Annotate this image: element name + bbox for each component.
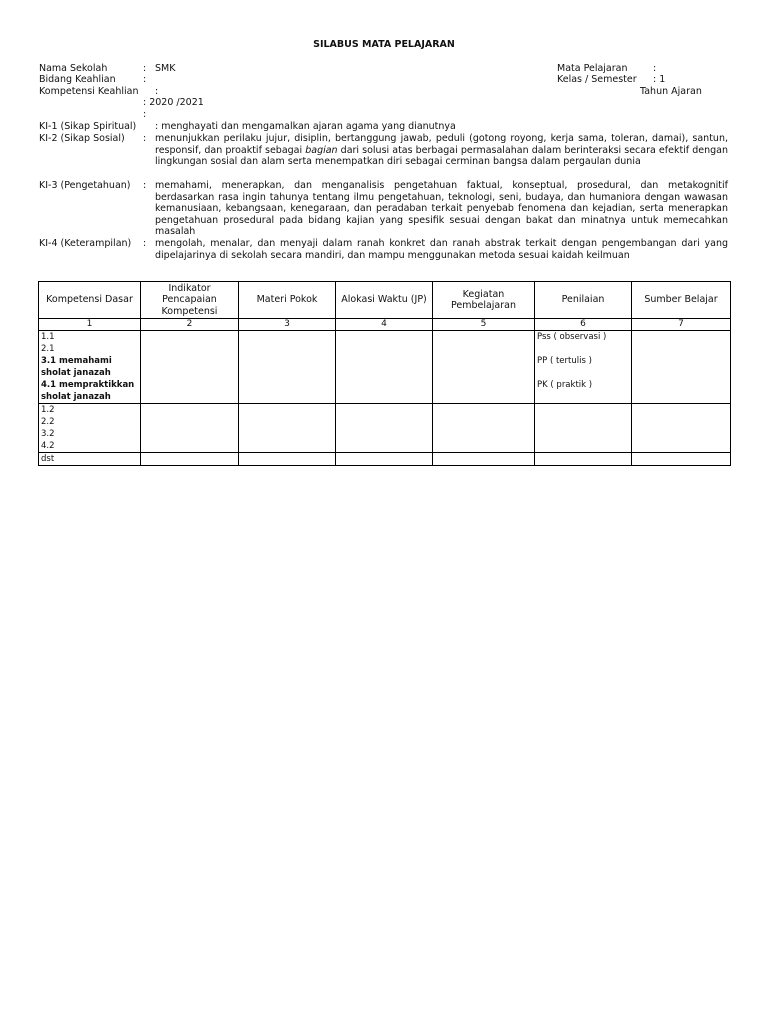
document-title: SILABUS MATA PELAJARAN [313, 39, 455, 50]
header-penilaian: Penilaian [535, 282, 632, 319]
kd-cell [39, 331, 141, 404]
kd-item: 1.2 [41, 405, 55, 415]
sumber-cell [632, 404, 731, 453]
alokasi-cell [336, 404, 433, 453]
penilaian-item: Pss ( observasi ) [537, 332, 607, 342]
alokasi-cell [336, 331, 433, 404]
column-number: 2 [141, 319, 239, 331]
ki4-text: mengolah, menalar, dan menyaji dalam ranah konkret dan ranah abstrak terkait dengan pengembangan dari yang dipelajarinya di sekolah secara mandiri, dan mampu menggunakan metoda sesuai kaidah keilmuan [155, 238, 728, 261]
ki2-text-italic: bagian [305, 144, 338, 156]
header-materi-pokok: Materi Pokok [239, 282, 336, 319]
bidang-keahlian-label: Bidang Keahlian [39, 74, 116, 85]
kd-item: sholat janazah [41, 392, 111, 402]
table-row [39, 404, 731, 453]
ki4-label: KI-4 (Keterampilan) [39, 238, 132, 249]
indikator-cell [141, 331, 239, 404]
syllabus-table [38, 281, 731, 466]
tahun-ajaran-value: : 2020 /2021 [143, 97, 204, 108]
ki2-text-a: menunjukkan perilaku jujur, disiplin, bertanggung jawab, peduli (gotong royong, kerja sama, toleran, damai), santun, responsif, dan proaktif sebagai [155, 133, 728, 156]
table-header-row [39, 282, 731, 319]
header-kegiatan: Kegiatan Pembelajaran [433, 282, 535, 319]
kd-item: sholat janazah [41, 368, 111, 378]
mata-pelajaran-label: Mata Pelajaran [557, 63, 628, 74]
header-alokasi-waktu: Alokasi Waktu (JP) [336, 282, 433, 319]
ki3-text: memahami, menerapkan, dan menganalisis pengetahuan faktual, konseptual, prosedural, dan metakognitif berdasarkan rasa ingin tahunya tentang ilmu pengetahuan, teknologi, seni, budaya, dan humaniora dengan wawasan kemanusiaan, kebangsaan, kenegaraan, dan peradaban terkait penyebab fenomena dan kejadian, serta menerapkan pengetahuan prosedural pada bidang kajian yang spesifik sesuai dengan bakat dan minatnya untuk memecahkan masalah [155, 180, 728, 237]
indikator-cell [141, 453, 239, 466]
stray-colon: : [143, 109, 147, 120]
column-number-row [39, 319, 731, 331]
kd-item: 2.1 [41, 344, 55, 354]
nama-sekolah-colon: : [143, 63, 147, 74]
penilaian-cell [535, 404, 632, 453]
penilaian-item: PP ( tertulis ) [537, 356, 592, 366]
table-row [39, 453, 731, 466]
ki4-colon: : [143, 238, 147, 249]
alokasi-cell [336, 453, 433, 466]
kelas-semester-label: Kelas / Semester [557, 74, 637, 85]
kompetensi-keahlian-label: Kompetensi Keahlian [39, 86, 139, 97]
ki3-colon: : [143, 180, 147, 191]
column-number: 5 [433, 319, 535, 331]
kd-item: 3.1 memahami [41, 356, 112, 366]
kompetensi-keahlian-colon: : [155, 86, 159, 97]
kelas-semester-value: : 1 [653, 74, 666, 85]
kd-item: 1.1 [41, 332, 55, 342]
ki3-label: KI-3 (Pengetahuan) [39, 180, 131, 191]
penilaian-cell [535, 331, 632, 404]
sumber-cell [632, 453, 731, 466]
header-indikator: Indikator Pencapaian Kompetensi [141, 282, 239, 319]
kd-cell [39, 453, 141, 466]
column-number: 7 [632, 319, 731, 331]
indikator-cell [141, 404, 239, 453]
header-kompetensi-dasar: Kompetensi Dasar [39, 282, 141, 319]
kd-item: 3.2 [41, 429, 55, 439]
column-number: 4 [336, 319, 433, 331]
column-number: 3 [239, 319, 336, 331]
header-sumber-belajar: Sumber Belajar [632, 282, 731, 319]
ki2-label: KI-2 (Sikap Sosial) [39, 133, 125, 144]
table-row [39, 331, 731, 404]
kd-item: 2.2 [41, 417, 55, 427]
kd-cell [39, 404, 141, 453]
nama-sekolah-value: SMK [155, 63, 176, 74]
kegiatan-cell [433, 331, 535, 404]
tahun-ajaran-label: Tahun Ajaran [640, 86, 702, 97]
column-number: 6 [535, 319, 632, 331]
ki1-label: KI-1 (Sikap Spiritual) [39, 121, 137, 132]
ki1-text: : menghayati dan mengamalkan ajaran agama yang dianutnya [155, 121, 456, 132]
kd-item: dst [41, 454, 55, 464]
bidang-keahlian-colon: : [143, 74, 147, 85]
column-number: 1 [39, 319, 141, 331]
materi-cell [239, 453, 336, 466]
nama-sekolah-label: Nama Sekolah [39, 63, 108, 74]
materi-cell [239, 404, 336, 453]
penilaian-item: PK ( praktik ) [537, 380, 593, 390]
ki2-text-b: dari solusi atas berbagai permasalahan dalam berinteraksi secara efektif dengan lingkungan sosial dan alam serta menempatkan diri sebagai cerminan bangsa dalam pergaulan dunia [155, 144, 729, 167]
penilaian-cell [535, 453, 632, 466]
materi-cell [239, 331, 336, 404]
ki2-text [155, 133, 728, 168]
ki2-colon: : [143, 133, 147, 144]
kegiatan-cell [433, 404, 535, 453]
kegiatan-cell [433, 453, 535, 466]
kd-item: 4.1 mempraktikkan [41, 380, 135, 390]
kd-item: 4.2 [41, 441, 55, 451]
sumber-cell [632, 331, 731, 404]
mata-pelajaran-colon: : [653, 63, 657, 74]
